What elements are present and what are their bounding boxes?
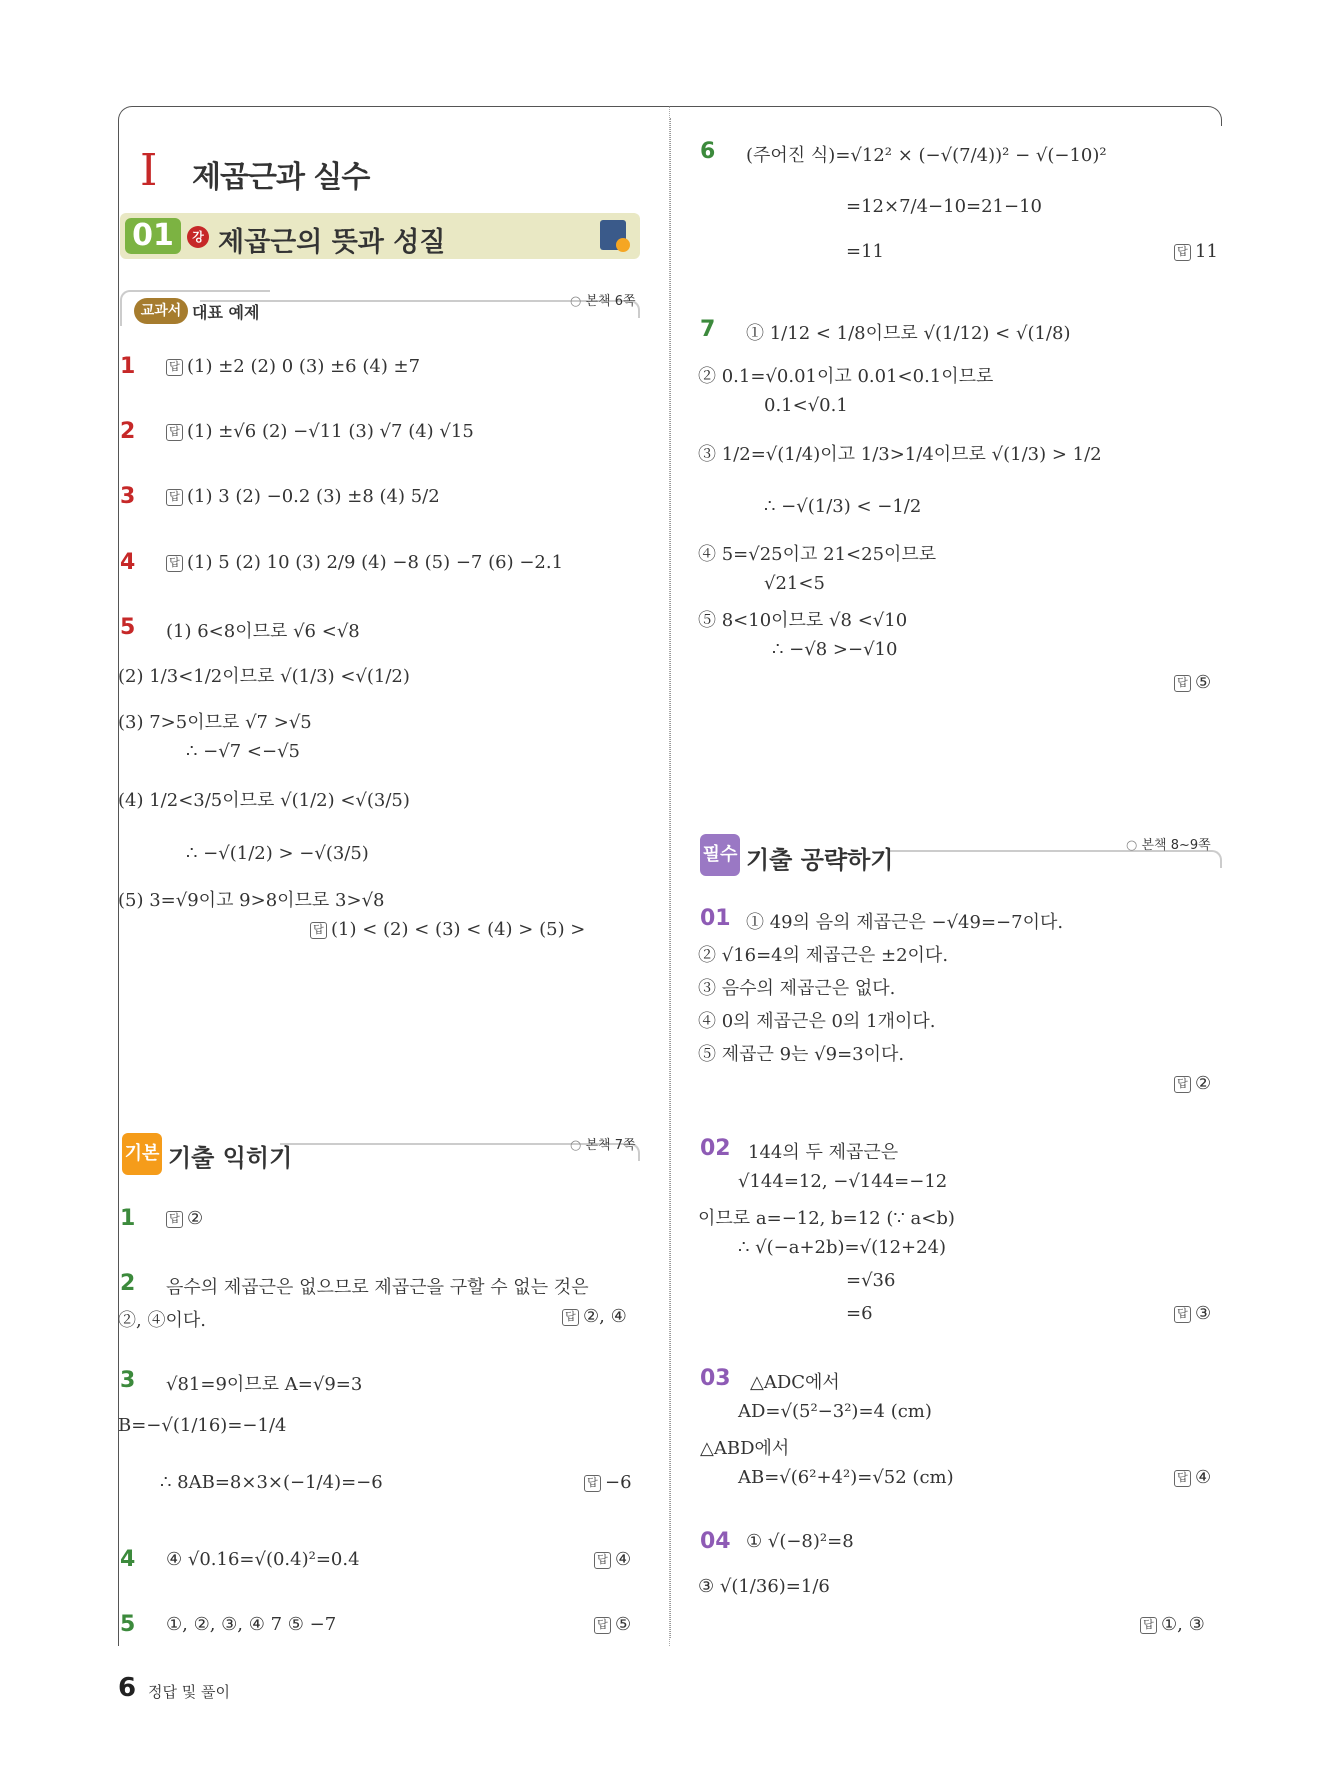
solution-line: ∴ −√(1/3) < −1/2 [764, 496, 922, 517]
answer-line [310, 919, 585, 940]
solution-line: △ADC에서 [750, 1372, 840, 1393]
problem-number: 1 [120, 354, 136, 379]
solution-line: (1) 6<8이므로 √6 <√8 [166, 621, 360, 642]
answer-line [1174, 672, 1211, 693]
problem-number: 5 [120, 1612, 136, 1637]
solution-line: 음수의 제곱근은 없으므로 제곱근을 구할 수 없는 것은 [166, 1277, 589, 1298]
solution-line: ① 1/12 < 1/8이므로 √(1/12) < √(1/8) [746, 323, 1071, 344]
badge-required: 필수 [700, 834, 740, 876]
solution-line: =6 [846, 1303, 873, 1324]
answer-text: (1) 3 (2) −0.2 (3) ±8 (4) 5/2 [187, 486, 440, 507]
solution-line: (2) 1/3<1/2이므로 √(1/3) <√(1/2) [118, 666, 410, 687]
chapter-number: I [140, 145, 158, 196]
answer-text: ④ [1195, 1467, 1212, 1488]
answer-line [594, 1549, 631, 1570]
solution-line: ③ 음수의 제곱근은 없다. [698, 978, 896, 999]
problem-number: 02 [700, 1136, 731, 1161]
solution-line: ① 49의 음의 제곱근은 −√49=−7이다. [746, 912, 1064, 933]
problem-number: 7 [700, 317, 716, 342]
answer-line [562, 1306, 627, 1327]
answer-mark-icon: 답 [166, 359, 183, 376]
solution-line: ④ 0의 제곱근은 0의 1개이다. [698, 1011, 936, 1032]
solution-line: ∴ −√(1/2) > −√(3/5) [186, 843, 369, 864]
answer-text: ② [187, 1208, 204, 1229]
solution-line: ② √16=4의 제곱근은 ±2이다. [698, 945, 949, 966]
answer-line [166, 552, 563, 573]
solution-line: ⑤ 8<10이므로 √8 <√10 [698, 610, 908, 631]
solution-line: ② 0.1=√0.01이고 0.01<0.1이므로 [698, 366, 994, 387]
problem-number: 3 [120, 1368, 136, 1393]
solution-line: △ABD에서 [700, 1438, 790, 1459]
solution-line: ①, ②, ③, ④ 7 ⑤ −7 [166, 1614, 337, 1635]
problem-number: 03 [700, 1366, 731, 1391]
solution-line: B=−√(1/16)=−1/4 [118, 1415, 287, 1436]
answer-mark-icon: 답 [1140, 1617, 1157, 1634]
answer-mark-icon: 답 [166, 424, 183, 441]
solution-line: (4) 1/2<3/5이므로 √(1/2) <√(3/5) [118, 790, 410, 811]
badge-basic: 기본 [122, 1133, 162, 1175]
answer-text: (1) < (2) < (3) < (4) > (5) > [331, 919, 586, 940]
answer-mark-icon: 답 [310, 922, 327, 939]
answer-text: ①, ③ [1161, 1614, 1205, 1635]
lesson-number: 01 [125, 218, 181, 254]
page-number: 6 [118, 1673, 137, 1703]
problem-number: 2 [120, 419, 136, 444]
solution-line: ④ 5=√25이고 21<25이므로 [698, 544, 937, 565]
solution-line: ③ 1/2=√(1/4)이고 1/3>1/4이므로 √(1/3) > 1/2 [698, 444, 1102, 465]
problem-number: 6 [700, 139, 716, 164]
answer-text: −6 [605, 1472, 632, 1493]
answer-line [594, 1614, 631, 1635]
solution-line: 이므로 a=−12, b=12 (∵ a<b) [698, 1208, 955, 1229]
section-title-required: 기출 공략하기 [746, 846, 894, 874]
answer-line [1174, 241, 1218, 262]
solution-line: 144의 두 제곱근은 [748, 1142, 899, 1163]
answer-text: ③ [1195, 1303, 1212, 1324]
answer-mark-icon: 답 [562, 1309, 579, 1326]
answer-mark-icon: 답 [166, 555, 183, 572]
solution-line: AD=√(5²−3²)=4 (cm) [738, 1401, 932, 1422]
answer-mark-icon: 답 [594, 1617, 611, 1634]
solution-line: ∴ −√7 <−√5 [186, 741, 300, 762]
answer-line [166, 356, 420, 377]
answer-line [1174, 1303, 1211, 1324]
answer-line [1140, 1614, 1205, 1635]
book-clock-icon [600, 220, 626, 250]
page-ref-example: ○ 본책 6쪽 [570, 290, 636, 309]
solution-line: √144=12, −√144=−12 [738, 1171, 948, 1192]
solution-line: (5) 3=√9이고 9>8이므로 3>√8 [118, 890, 385, 911]
lesson-kang-badge: 강 [187, 226, 209, 248]
chapter-title: 제곱근과 실수 [192, 160, 370, 195]
problem-number: 4 [120, 550, 136, 575]
solution-line: AB=√(6²+4²)=√52 (cm) [738, 1467, 954, 1488]
answer-text: ⑤ [1195, 672, 1212, 693]
solution-line: √81=9이므로 A=√9=3 [166, 1374, 363, 1395]
answer-text: 11 [1195, 241, 1218, 262]
problem-number: 5 [120, 615, 136, 640]
solution-line: ∴ −√8 >−√10 [772, 639, 898, 660]
solution-line: 0.1<√0.1 [764, 395, 848, 416]
answer-mark-icon: 답 [1174, 244, 1191, 261]
answer-mark-icon: 답 [1174, 1470, 1191, 1487]
answer-text: (1) 5 (2) 10 (3) 2/9 (4) −8 (5) −7 (6) −2.1 [187, 552, 564, 573]
column-divider [670, 118, 671, 1638]
answer-text: (1) ±√6 (2) −√11 (3) √7 (4) √15 [187, 421, 474, 442]
solution-line: (3) 7>5이므로 √7 >√5 [118, 712, 312, 733]
answer-mark-icon: 답 [1174, 675, 1191, 692]
solution-line: ②, ④이다. [118, 1310, 206, 1331]
problem-number: 01 [700, 906, 731, 931]
right-column-frame [670, 106, 1222, 126]
answer-mark-icon: 답 [1174, 1306, 1191, 1323]
solution-line: ∴ 8AB=8×3×(−1/4)=−6 [160, 1472, 383, 1493]
answer-text: ⑤ [615, 1614, 632, 1635]
problem-number: 4 [120, 1547, 136, 1572]
problem-number: 1 [120, 1206, 136, 1231]
page-ref-basic: ○ 본책 7쪽 [570, 1134, 636, 1153]
answer-mark-icon: 답 [584, 1475, 601, 1492]
answer-mark-icon: 답 [166, 489, 183, 506]
answer-text: ④ [615, 1549, 632, 1570]
problem-number: 3 [120, 484, 136, 509]
section-title-basic: 기출 익히기 [168, 1144, 293, 1172]
section-title-example: 대표 예제 [192, 303, 260, 322]
answer-line [584, 1472, 632, 1493]
page-ref-required: ○ 본책 8~9쪽 [1126, 834, 1211, 853]
solution-line: ∴ √(−a+2b)=√(12+24) [738, 1237, 947, 1258]
solution-line: =11 [846, 241, 884, 262]
answer-mark-icon: 답 [594, 1552, 611, 1569]
solution-line: ③ √(1/36)=1/6 [698, 1576, 830, 1597]
lesson-title: 제곱근의 뜻과 성질 [218, 227, 446, 258]
badge-textbook: 교과서 [134, 298, 188, 324]
answer-line [1174, 1467, 1211, 1488]
solution-line: ⑤ 제곱근 9는 √9=3이다. [698, 1044, 905, 1065]
answer-line [1174, 1073, 1211, 1094]
solution-line: =12×7/4−10=21−10 [846, 196, 1042, 217]
answer-text: ②, ④ [583, 1306, 627, 1327]
problem-number: 2 [120, 1271, 136, 1296]
answer-text: (1) ±2 (2) 0 (3) ±6 (4) ±7 [187, 356, 421, 377]
answer-line [166, 421, 474, 442]
answer-line [166, 486, 440, 507]
solution-line: √21<5 [764, 573, 825, 594]
answer-text: ② [1195, 1073, 1212, 1094]
answer-mark-icon: 답 [166, 1211, 183, 1228]
answer-mark-icon: 답 [1174, 1076, 1191, 1093]
solution-line: =√36 [846, 1270, 896, 1291]
answer-line [166, 1208, 203, 1229]
solution-line: ④ √0.16=√(0.4)²=0.4 [166, 1549, 360, 1570]
solution-line: (주어진 식)=√12² × (−√(7/4))² − √(−10)² [746, 145, 1107, 166]
footer-label: 정답 및 풀이 [148, 1683, 230, 1701]
problem-number: 04 [700, 1529, 731, 1554]
solution-line: ① √(−8)²=8 [746, 1531, 854, 1552]
